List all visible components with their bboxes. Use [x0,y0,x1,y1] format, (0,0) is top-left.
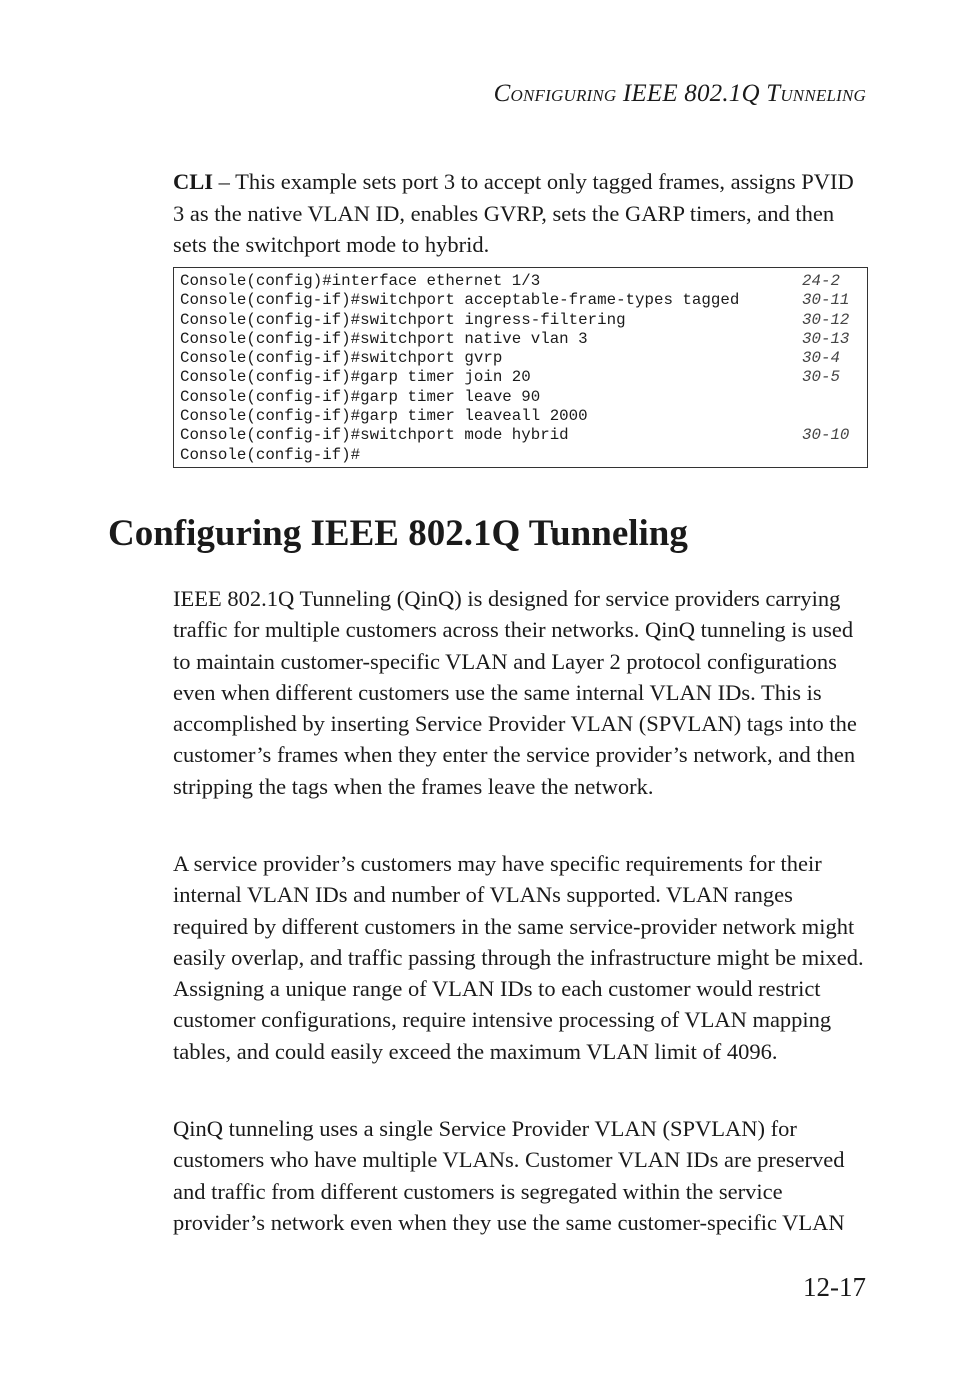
code-line [180,368,861,387]
code-command: Console(config-if)#switchport gvrp [180,349,503,368]
code-page-ref: 24-2 [802,272,840,290]
cli-intro-text: – This example sets port 3 to accept only tagged frames, assigns PVID 3 as the native VLAN ID, enables GVRP, sets the GARP timers, and then sets the switchport mode to hybrid. [173,169,854,257]
code-command: Console(config)#interface ethernet 1/3 [180,272,541,290]
code-page-ref: 30-10 [802,426,850,445]
code-line [180,349,861,368]
code-line [180,311,861,330]
running-header-unneling: UNNELING [780,86,866,105]
running-header-mid: IEEE 802.1Q T [616,80,781,107]
code-line [180,291,861,310]
code-command: Console(config-if)#switchport acceptable-frame-types tagged [180,291,740,310]
code-line [180,330,861,349]
body-paragraph: IEEE 802.1Q Tunneling (QinQ) is designed for service providers carrying traffic for multiple customers across their networks. QinQ tunneling is used to maintain customer-specific VLAN and Layer 2 protocol configurations even when different customers use the same internal VLAN IDs. This is accomplished by inserting Service Provider VLAN (SPVLAN) tags into the customer’s frames when they enter the service provider’s network, and then stripping the tags when the frames leave the network. [173,586,857,799]
code-command: Console(config-if)# [180,445,361,464]
running-header [494,80,866,108]
code-command: Console(config-if)#garp timer leave 90 [180,387,541,406]
code-command: Console(config-if)#garp timer leaveall 2000 [180,407,588,426]
code-line [180,426,861,445]
body-paragraph: QinQ tunneling uses a single Service Provider VLAN (SPVLAN) for customers who have multiple VLANs. Customer VLAN IDs are preserved and traffic from different customers is segregated within the service provider’s network even when they use the same customer-specific VLAN [173,1116,845,1235]
code-command: Console(config-if)#switchport ingress-filtering [180,310,626,329]
code-command: Console(config-if)#switchport mode hybrid [180,426,569,445]
body-paragraph: A service provider’s customers may have specific requirements for their internal VLAN IDs and number of VLANs supported. VLAN ranges required by different customers in the same service-provider network might easily overlap, and traffic passing through the infrastructure might be mixed. Assigning a unique range of VLAN IDs to each customer would restrict customer configurations, require intensive processing of VLAN mapping tables, and could easily exceed the maximum VLAN limit of 4096. [173,851,864,1064]
code-page-ref: 30-12 [802,310,850,329]
code-page-ref: 30-11 [802,291,850,310]
code-command: Console(config-if)#switchport native vlan 3 [180,329,588,348]
cli-intro-paragraph [173,166,863,261]
code-page-ref: 30-13 [802,329,850,348]
code-page-ref: 30-5 [802,368,840,387]
cli-code-block [173,267,868,468]
code-line [180,388,861,407]
running-header-c: C [493,80,511,107]
cli-label: CLI [173,169,214,194]
running-header-onfiguring: ONFIGURING [510,86,617,105]
code-line [180,272,861,291]
code-command: Console(config-if)#garp timer join 20 [180,368,531,387]
page-number: 12-17 [803,1272,866,1302]
section-title: Configuring IEEE 802.1Q Tunneling [108,513,688,554]
code-page-ref: 30-4 [802,349,840,368]
code-line [180,446,861,465]
code-line [180,407,861,426]
